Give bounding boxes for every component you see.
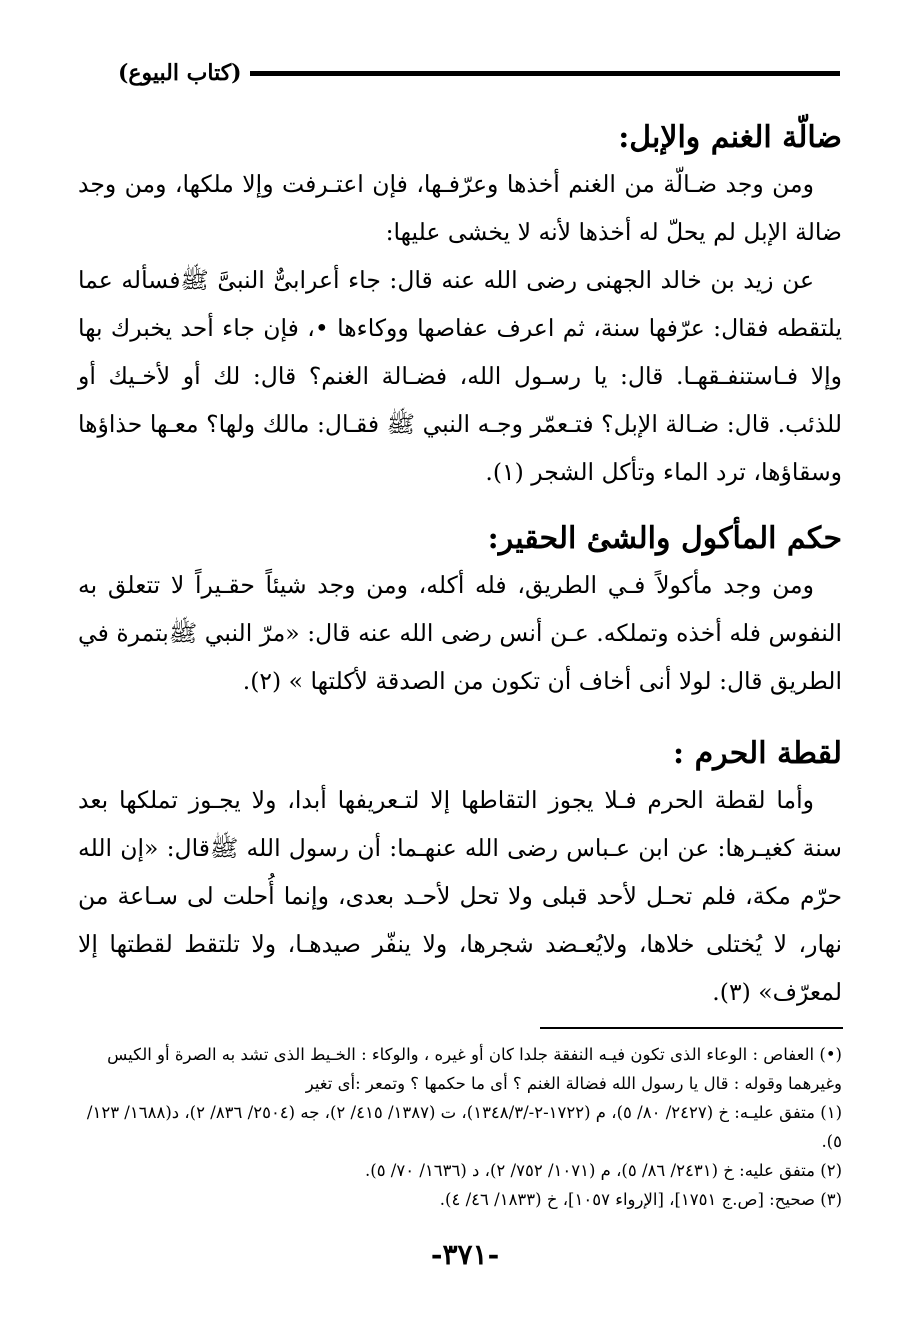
- section-edible-trivial-items: [78, 517, 842, 705]
- section-stray-sheep-camels: [78, 116, 842, 496]
- section-heading: حكم المأكول والشئ الحقير:: [487, 521, 842, 556]
- page-number: -٣٧١-: [430, 1238, 500, 1271]
- section-heading: ضالّة الغنم والإبل:: [618, 120, 842, 155]
- footnote: (١) متفق عليـه: خ (٢٤٢٧/ ٨٠/ ٥)، م (١٧٢٢-٢-/١٣٤٨/٣)، ت (١٣٨٧/ ٤١٥/ ٢)، جه (٢٥٠٤/ ٨٣٦/ ٢)، د(١٦٨٨/ ١٢٣/ ٥).: [86, 1103, 842, 1151]
- section-heading: لقطة الحرم :: [673, 736, 842, 771]
- paragraph: وأما لقطة الحرم فـلا يجوز التقاطها إلا لتـعريفها أبدا، ولا يجـوز تملكها بعد سنة كغيـرها: عن ابن عـباس رضى الله عنهـما: أن رسول الله ﷺقال: «إن الله حرّم مكة، فلم تحـل لأحد قبلى ولا تحل لأحـد بعدى، وإنما أُحلت لى سـاعة من نهار، لا يُختلى خلاها، ولايُعـضد شجرها، ولا ينفّر صيدهـا، ولا تلتقط لقطتها إلا لمعرّف» (٣).: [78, 786, 842, 1006]
- footnote: (٢) متفق عليه: خ (٢٤٣١/ ٨٦/ ٥)، م (١٠٧١/ ٧٥٢/ ٢)، د (١٦٣٦/ ٧٠/ ٥).: [365, 1161, 842, 1180]
- section-haram-lost-property: [78, 732, 842, 1016]
- paragraph: ومن وجد مأكولاً فـي الطريق، فله أكله، ومن وجد شيئاً حقـيراً لا تتعلق به النفوس فله أخذه وتملكه. عـن أنس رضى الله عنه قال: «مرّ النبي ﷺبتمرة في الطريق قال: لولا أنى أخاف أن تكون من الصدقة لأكلتها » (٢).: [78, 571, 842, 695]
- header-rule: [250, 71, 840, 76]
- footnote: (•) العفاص : الوعاء الذى تكون فيـه النفقة جلدا كان أو غيره ، والوكاء : الخـيط الذى تشد به الصرة أو الكيس وغيرهما وقوله : قال يا رسول الله فضالة الغنم ؟ أى ما حكمها ؟ وتمعر :أى تغير: [107, 1045, 842, 1093]
- paragraph: عن زيد بن خالد الجهنى رضى الله عنه قال: جاء أعرابىٌّ النبىَّ ﷺفسأله عما يلتقطه فقال: عرّفها سنة، ثم اعرف عفاصها ووكاءها •، فإن جاء أحد يخبرك بها وإلا فـاستنفـقهـا. قال: يا رسـول الله، فضـالة الغنم؟ قال: لك أو لأخـيك أو للذئب. قال: ضـالة الإبل؟ فتـعمّر وجـه النبي ﷺ فقـال: مالك ولها؟ معـها حذاؤها وسقاؤها، ترد الماء وتأكل الشجر (١).: [78, 266, 842, 486]
- running-header: [118, 58, 840, 92]
- footnotes: [78, 1040, 842, 1214]
- paragraph: ومن وجد ضـالّة من الغنم أخذها وعرّفـها، فإن اعتـرفت وإلا ملكها، ومن وجد ضالة الإبل لم يحلّ له أخذها لأنه لا يخشى عليها:: [78, 170, 842, 246]
- header-title: (كتاب البيوع): [118, 60, 242, 86]
- footnote-rule: [540, 1027, 843, 1029]
- footnote: (٣) صحيح: [ص.ج ١٧٥١]، [الإرواء ١٠٥٧]، خ (١٨٣٣/ ٤٦/ ٤).: [439, 1190, 842, 1209]
